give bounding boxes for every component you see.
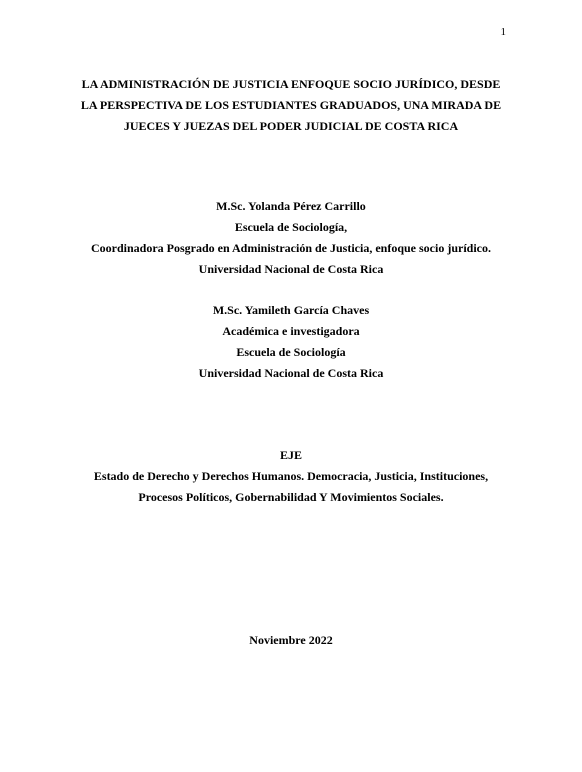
axis-label: EJE — [279, 448, 302, 462]
author-affiliation-line: Universidad Nacional de Costa Rica — [198, 366, 384, 380]
author-affiliation-line: Coordinadora Posgrado en Administración de Justicia, enfoque socio jurídico. — [90, 241, 491, 255]
author-name: M.Sc. Yolanda Pérez Carrillo — [216, 199, 366, 213]
title-line: LA PERSPECTIVA DE LOS ESTUDIANTES GRADUADOS, UNA MIRADA DE — [80, 98, 502, 112]
document-date: Noviembre 2022 — [249, 633, 333, 647]
axis-line: Estado de Derecho y Derechos Humanos. Democracia, Justicia, Instituciones, — [93, 469, 489, 483]
axis-line: Procesos Políticos, Gobernabilidad Y Movimientos Sociales. — [138, 490, 444, 504]
document-title — [60, 74, 522, 137]
thematic-axis — [60, 445, 522, 508]
page-number: 1 — [500, 26, 506, 38]
author-affiliation-line: Escuela de Sociología, — [234, 220, 348, 234]
author-block-1 — [60, 196, 522, 280]
author-affiliation-line: Escuela de Sociología — [236, 345, 346, 359]
author-affiliation-line: Universidad Nacional de Costa Rica — [198, 262, 384, 276]
author-affiliation-line: Académica e investigadora — [222, 324, 360, 338]
title-line: JUECES Y JUEZAS DEL PODER JUDICIAL DE COSTA RICA — [123, 119, 459, 133]
author-name: M.Sc. Yamileth García Chaves — [212, 303, 370, 317]
title-line: LA ADMINISTRACIÓN DE JUSTICIA ENFOQUE SOCIO JURÍDICO, DESDE — [81, 77, 501, 91]
author-block-2 — [60, 300, 522, 384]
